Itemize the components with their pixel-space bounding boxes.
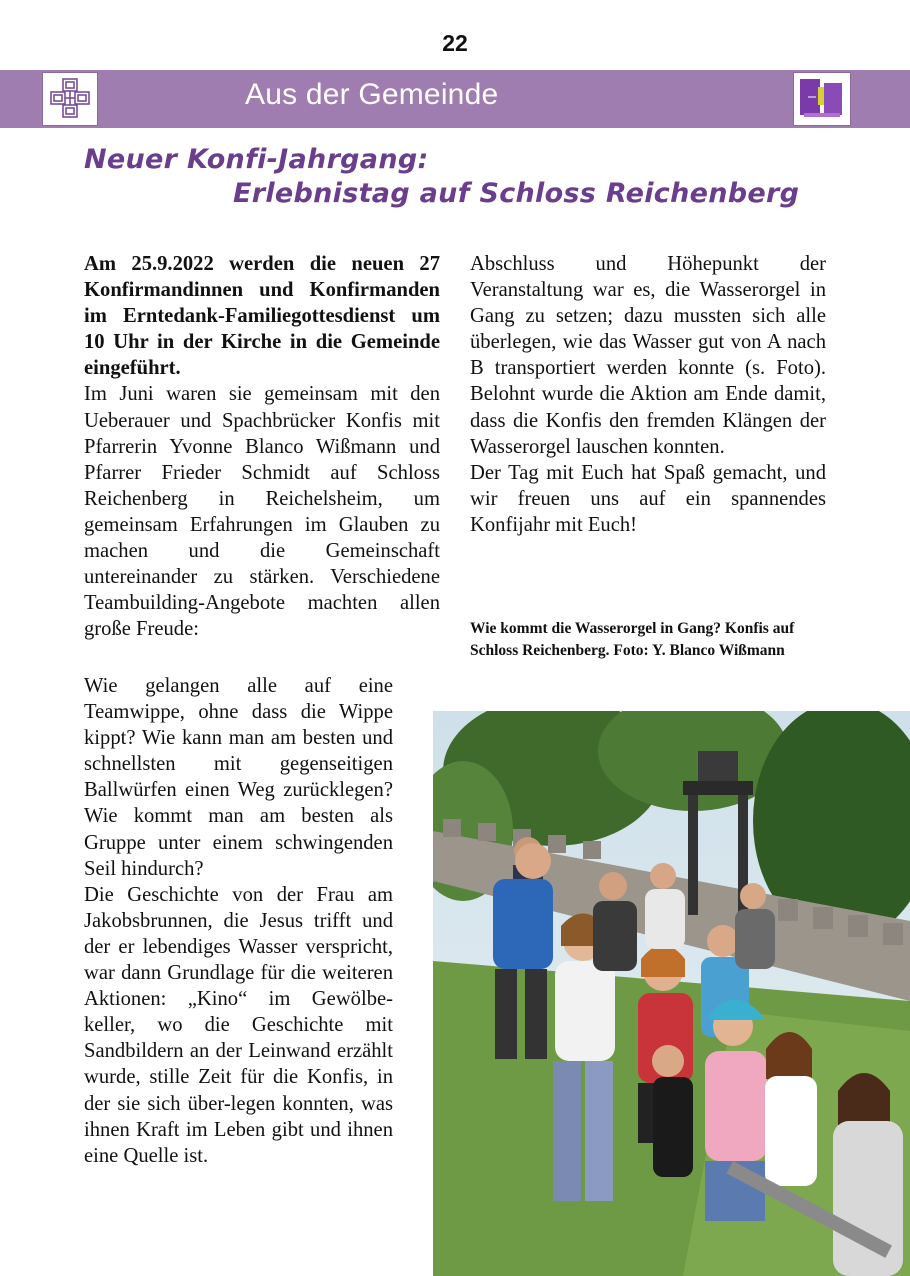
section-title: Aus der Gemeinde: [245, 78, 499, 111]
article-paragraph: Die Geschichte von der Frau am Jakobsbrunnen, die Jesus trifft und der er lebendiges Wasser verspricht, war dann Grundlage für die weiteren Aktionen: „Kino“ im Gewölbe-keller, wo die Geschichte mit Sandbildern an der Leinwand erzählt wurde, stille Zeit für die Konfis, in der sie sich über-legen konnten, was ihnen Kraft im Leben gibt und ihnen eine Quelle ist.: [84, 883, 393, 1167]
photo-caption: Wie kommt die Wasserorgel in Gang? Konfis auf Schloss Reichenberg. Foto: Y. Blanco Wißmann: [470, 620, 795, 659]
headline-line-1: Neuer Konfi-Jahrgang:: [84, 144, 429, 175]
page-number: 22: [442, 30, 468, 56]
article-paragraph: Abschluss und Höhepunkt der Veranstaltung war es, die Wasserorgel in Gang zu setzen; dazu mussten sich alle überlegen, wie das Wasser gut von A nach B transportiert werden konnte (s. Foto). Belohnt wurde die Aktion am Ende damit, dass die Konfis den fremden Klängen der Wasserorgel lauschen konnten.: [470, 253, 826, 458]
parish-emblem-icon: [793, 72, 851, 126]
article-column-left: [84, 251, 440, 642]
article-intro: Am 25.9.2022 werden die neuen 27 Konfirmandinnen und Konfirmanden im Erntedank-Familiegottesdienst um 10 Uhr in der Kirche in die Gemeinde eingeführt.: [84, 253, 440, 380]
article-paragraph: Der Tag mit Euch hat Spaß gemacht, und wir freuen uns auf ein spannendes Konfijahr mit Euch!: [470, 461, 826, 536]
group-photo: [433, 711, 910, 1276]
headline-line-2: Erlebnistag auf Schloss Reichenberg: [233, 178, 800, 209]
article-column-right: [470, 251, 826, 538]
article-column-left-narrow: [84, 673, 393, 1169]
cross-logo-icon: [42, 72, 98, 126]
article-paragraph: Wie gelangen alle auf eine Teamwippe, ohne dass die Wippe kippt? Wie kann man am besten und schnellsten mit gegenseitigen Ballwürfen einen Weg zurücklegen? Wie kommt man am besten als Gruppe unter einem schwingenden Seil hindurch?: [84, 675, 393, 880]
article-paragraph: Im Juni waren sie gemeinsam mit den Ueberauer und Spachbrücker Konfis mit Pfarrerin Yvonne Blanco Wißmann und Pfarrer Frieder Schmidt auf Schloss Reichenberg in Reichelsheim, um gemeinsam Erfahrungen im Glauben zu machen und die Gemeinschaft untereinander zu stärken. Verschiedene Teambuilding-Angebote machten allen große Freude:: [84, 383, 440, 641]
